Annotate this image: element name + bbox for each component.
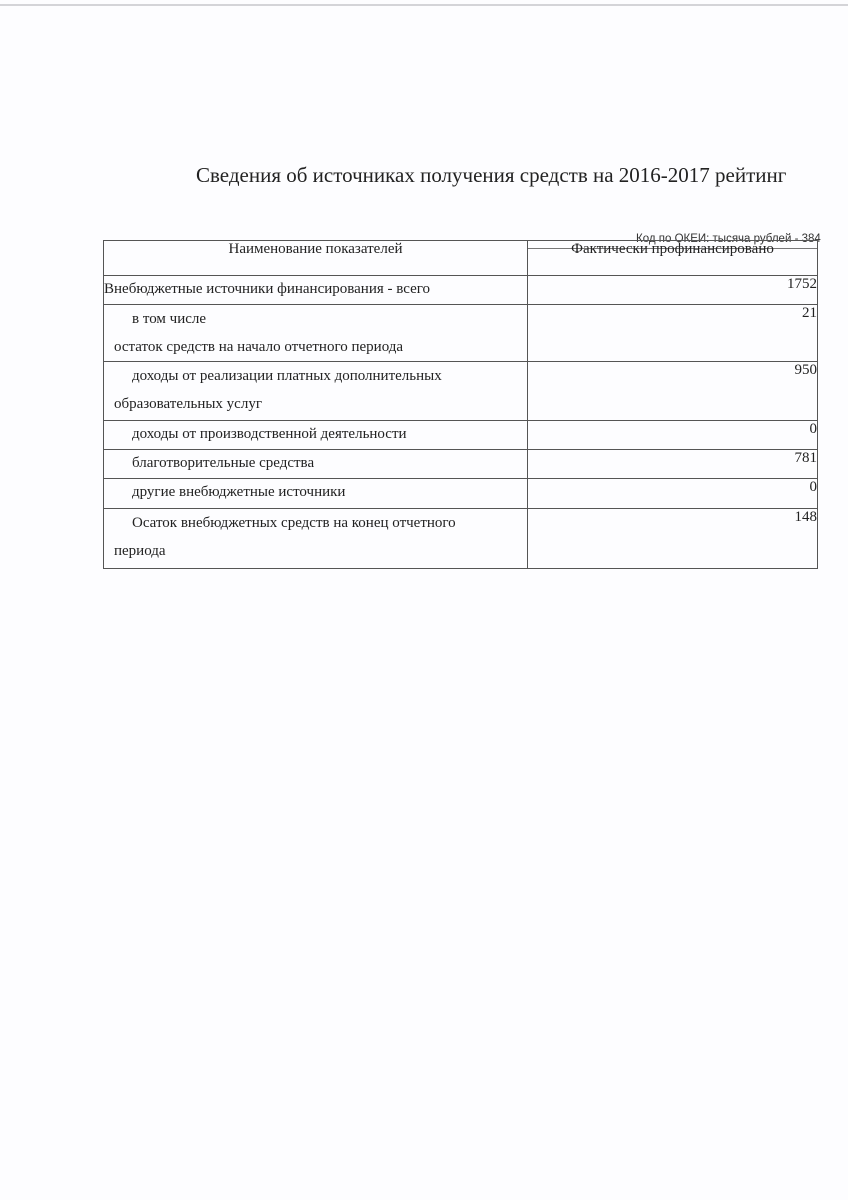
table-row: [104, 450, 818, 479]
table-row: [104, 305, 818, 362]
page-top-edge: [0, 4, 848, 6]
row-value: 1752: [528, 276, 818, 305]
row-label-text: благотворительные средства: [132, 455, 315, 471]
document-title: Сведения об источниках получения средств на 2016-2017 рейтинг: [196, 163, 787, 187]
row-value: 781: [528, 450, 818, 479]
header-actually-financed: Фактически профинансировано: [528, 241, 818, 276]
row-label-line1: Осаток внебюджетных средств на конец отчетного: [132, 515, 456, 531]
table-row: [104, 362, 818, 421]
row-value: 21: [528, 305, 818, 362]
row-label: [104, 450, 528, 479]
row-value: 0: [528, 421, 818, 450]
table-header-row: [104, 241, 818, 276]
row-label-line2: образовательных услуг: [114, 396, 262, 412]
table-row: [104, 421, 818, 450]
row-label: [104, 421, 528, 450]
row-label-text: другие внебюджетные источники: [132, 484, 346, 500]
unit-note: Код по ОКЕИ: тысяча рублей - 384: [636, 233, 821, 245]
row-label-text: Внебюджетные источники финансирования - всего: [104, 281, 431, 297]
row-label-line2: остаток средств на начало отчетного периода: [114, 339, 404, 355]
row-label: [104, 305, 528, 362]
funding-sources-table: [103, 240, 818, 569]
row-value: 0: [528, 479, 818, 509]
row-label: [104, 479, 528, 509]
row-label: [104, 362, 528, 421]
row-label-line2: периода: [114, 543, 166, 559]
row-label-text: доходы от производственной деятельности: [132, 426, 407, 442]
header-indicator-name: Наименование показателей: [104, 241, 528, 276]
row-label-line1: доходы от реализации платных дополнительных: [132, 368, 442, 384]
row-value: 148: [528, 509, 818, 569]
row-label: [104, 276, 528, 305]
row-label: [104, 509, 528, 569]
row-value: 950: [528, 362, 818, 421]
table-row: [104, 509, 818, 569]
row-label-line1: в том числе: [132, 311, 207, 327]
table-row: [104, 479, 818, 509]
table-row: [104, 276, 818, 305]
